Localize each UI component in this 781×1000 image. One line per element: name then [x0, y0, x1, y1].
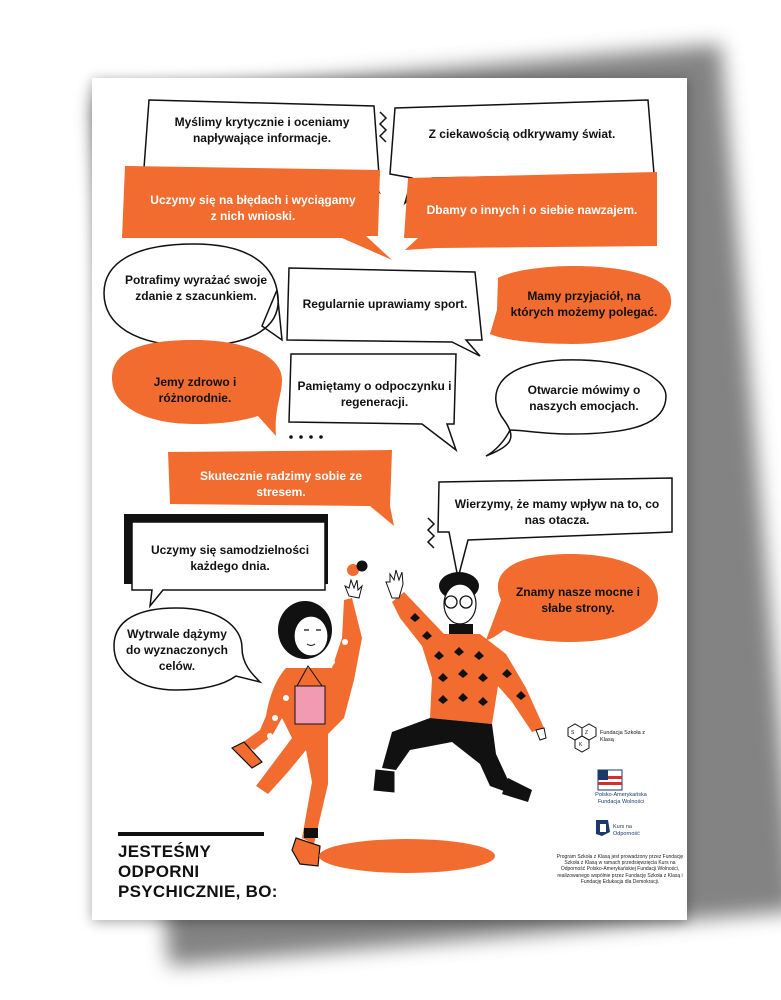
- bubble-text-13: Uczymy się samodzielności każdego dnia.: [150, 543, 310, 573]
- logo-letter-s: S: [571, 730, 575, 736]
- bubble-text-11: Skutecznie radzimy sobie ze stresem.: [199, 469, 363, 499]
- bubble-text-6: Regularnie uprawiamy sport.: [302, 297, 468, 311]
- bubble-shape-6: [287, 268, 482, 356]
- man-pants: [382, 718, 512, 794]
- bubble-text-3: Uczymy się na błędach i wyciągamy z nich wnioski.: [150, 193, 356, 223]
- zigzag-mid: [428, 518, 434, 548]
- heading-bar: [118, 832, 264, 836]
- logo-pafw-text: Polsko-Amerykańska Fundacja Wolności: [595, 792, 647, 805]
- ground-ellipse: [319, 839, 495, 873]
- bubble-text-15: Wytrwale dążymy do wyznaczonych celów.: [125, 627, 229, 673]
- dot: [299, 435, 303, 439]
- man-hand-right: [536, 728, 546, 740]
- bubble-text-4: Dbamy o innych i o siebie nawzajem.: [426, 203, 638, 217]
- dot: [319, 435, 323, 439]
- man-hand: [386, 570, 403, 598]
- footer-note: Program Szkoła z Klasą jest prowadzony przez Fundację Szkoła z Klasą w ramach przedsięwzięcia Kurs na Odporność Polsko-Amerykańskiej Fundacji Wolności, realizowanego wspólnie przez Fundację Szkoła z Klasą i Fundację Edukacja dla Demokracji.: [556, 854, 684, 885]
- heading-text: JESTEŚMY ODPORNI PSYCHICZNIE, BO:: [118, 842, 278, 901]
- bubble-text-8: Jemy zdrowo i różnorodnie.: [153, 375, 237, 405]
- woman-shoe-right: [292, 838, 320, 866]
- logo-letter-z: Z: [585, 730, 589, 736]
- poster: [92, 78, 687, 920]
- logo-kurs-text: Kurs na Odporność: [613, 824, 640, 837]
- zigzag-top: [380, 112, 386, 142]
- man-shoe-left: [374, 770, 394, 792]
- woman-face: [294, 616, 328, 656]
- logo-kurs-mark: [596, 820, 610, 836]
- bubble-text-14: Znamy nasze mocne i słabe strony.: [515, 585, 641, 615]
- bubble-text-10: Otwarcie mówimy o naszych emocjach.: [527, 383, 641, 413]
- woman-bag: [295, 686, 325, 724]
- bubble-text-1: Myślimy krytycznie i oceniamy napływające informacje.: [174, 115, 350, 145]
- poster-heading: [118, 832, 278, 902]
- logo-letter-k: K: [579, 742, 583, 748]
- woman-hand: [345, 580, 362, 598]
- dot: [309, 435, 313, 439]
- bubble-text-9: Pamiętamy o odpoczynku i regeneracji.: [297, 379, 452, 409]
- woman-cuff: [304, 828, 318, 838]
- woman-figure: [232, 580, 362, 866]
- bubble-text-5: Potrafimy wyrażać swoje zdanie z szacunkiem.: [124, 273, 268, 303]
- bubble-text-12: Wierzymy, że mamy wpływ na to, co nas otacza.: [454, 497, 660, 527]
- logo-pafw-mark: [598, 770, 622, 790]
- bubble-text-2: Z ciekawością odkrywamy świat.: [428, 127, 616, 141]
- bubble-text-7: Mamy przyjaciół, na których możemy polegać.: [510, 289, 658, 319]
- ball-black: [357, 561, 368, 572]
- logo-szkola-text: Fundacja Szkoła z Klasą: [600, 730, 645, 743]
- dot: [289, 435, 293, 439]
